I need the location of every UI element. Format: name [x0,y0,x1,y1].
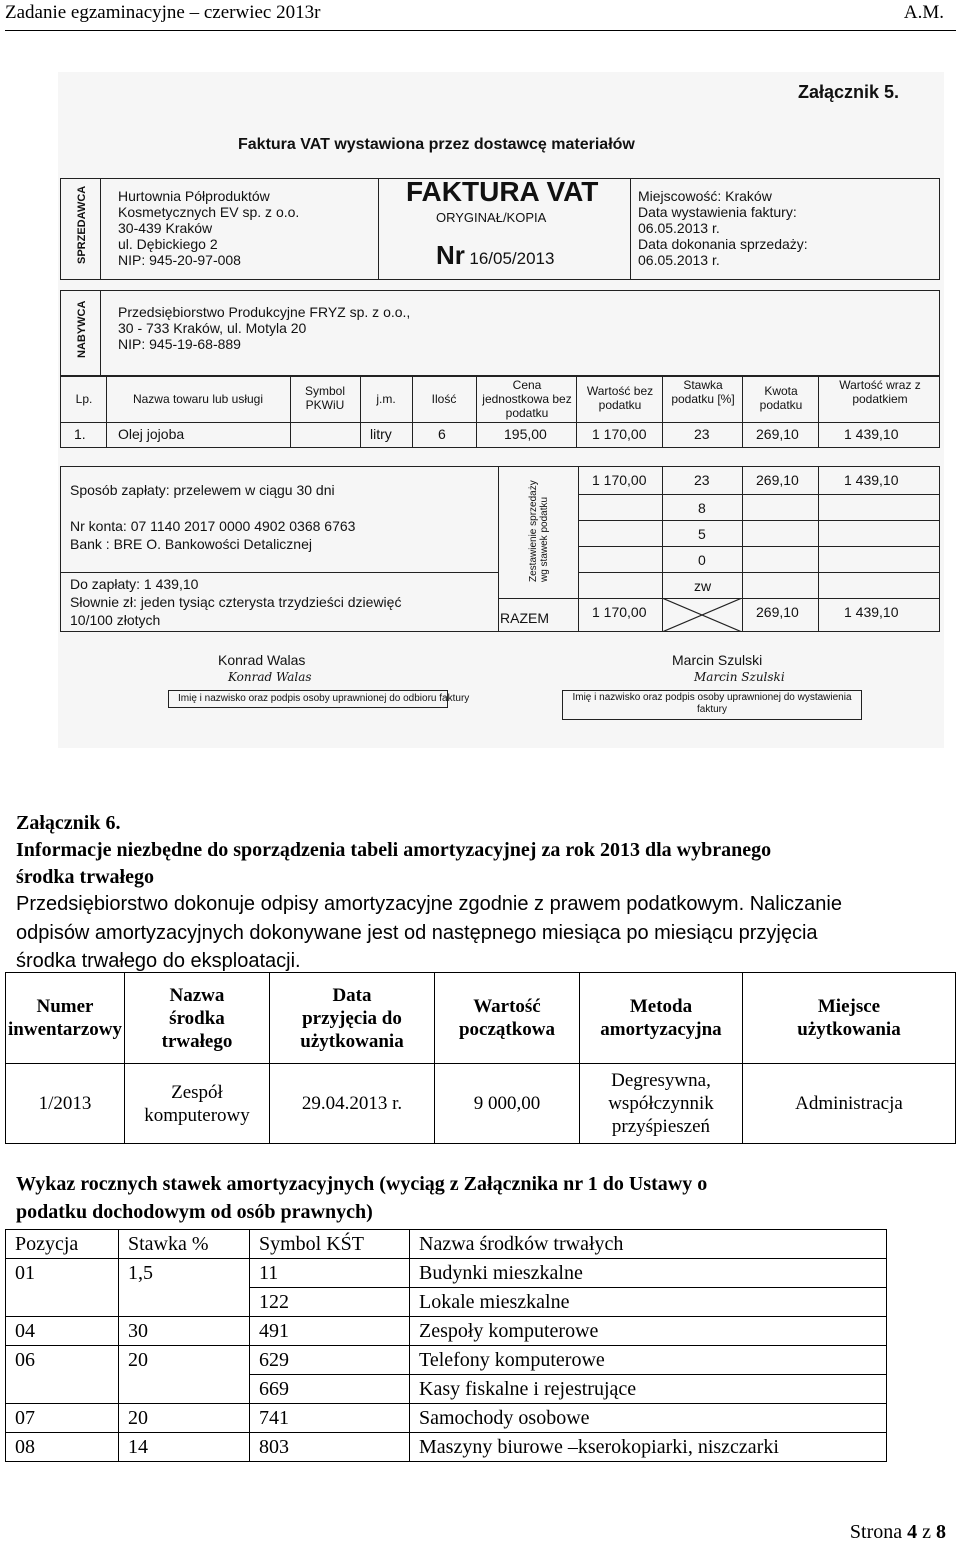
invoice-title: FAKTURA VAT [406,176,599,207]
header-line: użytkowania [797,1019,901,1040]
issuer-signature: Marcin Szulski [694,670,785,684]
receiver-name: Konrad Walas [218,652,306,668]
header-line: Nazwa [169,984,225,1006]
table-row [6,1288,887,1317]
summary-rate: 8 [698,500,706,516]
cell-place: Administracja [742,1064,955,1144]
rates-cell: 04 [6,1317,119,1346]
cell-line: przyśpieszeń [611,1116,711,1137]
rates-cell: Telefony komputerowe [410,1346,887,1375]
table-row [6,1404,887,1433]
rates-cell: Maszyny biurowe –kserokopiarki, niszczarki [410,1433,887,1462]
cell-date: 29.04.2013 r. [269,1064,434,1144]
seller-tag: SPRZEDAWCA [76,185,88,264]
rates-cell: 08 [6,1433,119,1462]
summary-rate: 23 [694,472,710,488]
seller-line: Kosmetycznych EV sp. z o.o. [118,204,300,220]
summary-rate: zw [694,578,712,594]
header-line: Wartość [473,996,541,1017]
rates-cell: Budynki mieszkalne [410,1259,887,1288]
item-tax: 269,10 [756,426,799,442]
invoice-number-label: Nr [436,240,465,270]
item-lp: 1. [74,426,86,442]
attachment-5-label: Załącznik 5. [798,82,900,102]
page-header-right: A.M. [903,2,944,23]
header-line: środka [169,1007,225,1029]
cell-value: 9 000,00 [434,1064,579,1144]
summary-tax-23: 269,10 [756,472,799,488]
summary-gross-23: 1 439,10 [844,472,899,488]
footer-prefix: Strona [849,1521,908,1543]
rates-cell: 122 [250,1288,410,1317]
header-metoda [579,973,742,1064]
item-name: Olej jojoba [118,426,185,442]
rates-cell: 11 [250,1259,410,1288]
razem-label: RAZEM [500,610,549,626]
place-line: Data dokonania sprzedaży: [638,236,808,252]
place-line: 06.05.2013 r. [638,220,720,236]
cell-line: Zespół [171,1081,223,1103]
rates-cell: 06 [6,1346,119,1375]
rates-table [5,1229,887,1462]
rates-cell: 14 [119,1433,250,1462]
rates-title-2: podatku dochodowym od osób prawnych) [16,1201,373,1223]
seller-line: Hurtownia Półproduktów [118,188,270,204]
rates-cell: 01 [6,1259,119,1288]
rates-cell: Zespoły komputerowe [410,1317,887,1346]
buyer-line: 30 - 733 Kraków, ul. Motyla 20 [118,320,307,336]
rates-cell: Kasy fiskalne i rejestrujące [410,1375,887,1404]
asset-info-header [6,973,956,1064]
razem-gross: 1 439,10 [844,604,899,620]
seller-line: NIP: 945-20-97-008 [118,252,241,268]
header-line: trwałego [161,1030,233,1052]
cell-nr: 1/2013 [6,1064,125,1144]
header-rule [5,30,956,31]
razem-cross [662,598,742,632]
col-unit-price: Cena jednostkowa bez podatku [482,378,572,420]
header-miejsce [742,973,955,1064]
buyer-tag: NABYWCA [76,300,88,358]
col-rate: Stawka podatku [%] [671,378,735,406]
col-lp: Lp. [75,392,93,406]
rates-cell: 20 [119,1346,250,1375]
table-row [6,1375,887,1404]
item-unit-price: 195,00 [504,426,547,442]
invoice-number [436,240,554,271]
col-name: Nazwa towaru lub usługi [132,392,264,406]
rates-cell: 30 [119,1317,250,1346]
cell-method [579,1064,742,1144]
invoice-heading: Faktura VAT wystawiona przez dostawcę materiałów [238,136,635,153]
item-qty: 6 [438,426,446,442]
col-pkwiu: Symbol PKWiU [304,384,345,412]
table-row [6,1317,887,1346]
account-number: Nr konta: 07 1140 2017 0000 4902 0368 6763 [70,518,356,534]
header-line: Metoda [629,996,693,1017]
issuer-name: Marcin Szulski [672,652,763,668]
seller-line: ul. Dębickiego 2 [118,236,218,252]
header-line: Numer [36,996,94,1017]
annex6-heading-2: środka trwałego [16,866,154,888]
buyer-line: NIP: 945-19-68-889 [118,336,241,352]
rates-col-name: Nazwa środków trwałych [410,1230,887,1259]
header-line: początkowa [458,1019,556,1040]
rates-cell: Samochody osobowe [410,1404,887,1433]
item-gross: 1 439,10 [844,426,899,442]
table-row [6,1433,887,1462]
razem-net: 1 170,00 [592,604,647,620]
rates-cell [6,1288,119,1317]
summary-label: Zestawienie sprzedaży wg stawek podatku [528,480,550,582]
invoice-subtitle: ORYGINAŁ/KOPIA [436,210,547,225]
page-header-left: Zadanie egzaminacyjne – czerwiec 2013r [5,2,321,23]
header-line: amortyzacyjna [600,1019,722,1040]
buyer-line: Przedsiębiorstwo Produkcyjne FRYZ sp. z o.o., [118,304,411,320]
rates-cell: 803 [250,1433,410,1462]
seller-line: 30-439 Kraków [118,220,213,236]
header-nazwa [124,973,269,1064]
header-line: użytkowania [300,1030,404,1052]
cell-line: Degresywna, [611,1070,711,1091]
item-net: 1 170,00 [592,426,647,442]
payment-method: Sposób zapłaty: przelewem w ciągu 30 dni [70,482,335,498]
place-line: Miejscowość: Kraków [638,188,772,204]
rates-title: Wykaz rocznych stawek amortyzacyjnych (wyciąg z Załącznika nr 1 do Ustawy o [16,1173,708,1195]
seller-address [118,188,299,268]
rates-cell: 07 [6,1404,119,1433]
rates-cell: 491 [250,1317,410,1346]
cell-line: współczynnik [608,1093,714,1114]
rates-cell: 741 [250,1404,410,1433]
header-numer [6,973,125,1064]
invoice-place-date [638,188,808,268]
place-line: Data wystawienia faktury: [638,204,797,220]
bank-name: Bank : BRE O. Bankowości Detalicznej [70,536,312,552]
header-line: Miejsce [817,996,881,1017]
rates-cell: 1,5 [119,1259,250,1288]
amount-due: Do zapłaty: 1 439,10 [70,576,199,592]
cell-name [124,1064,269,1144]
invoice-scan [58,72,944,748]
table-row [6,1259,887,1288]
rates-cell [6,1375,119,1404]
asset-info-table [5,972,956,1144]
rates-col-position: Pozycja [6,1230,119,1259]
footer-page-total: 8 [936,1521,946,1543]
footer-separator: z [917,1521,936,1543]
annex6-para-1: Przedsiębiorstwo dokonuje odpisy amortyzacyjne zgodnie z prawem podatkowym. Naliczanie [16,893,842,915]
page-footer [850,1521,946,1544]
annex6-para-2: odpisów amortyzacyjnych dokonywane jest od następnego miesiąca po miesiącu przyjęcia [16,922,818,944]
rates-cell [119,1375,250,1404]
header-data [269,973,434,1064]
col-qty: Ilość [431,392,457,406]
razem-tax: 269,10 [756,604,799,620]
rates-col-rate: Stawka % [119,1230,250,1259]
summary-rate: 0 [698,552,706,568]
annex6-heading: Informacje niezbędne do sporządzenia tabeli amortyzacyjnej za rok 2013 dla wybranego [16,839,772,861]
col-gross: Wartość wraz z podatkiem [839,378,921,406]
rates-cell: 669 [250,1375,410,1404]
rates-header [6,1230,887,1259]
footer-page-number: 4 [907,1521,918,1543]
header-line: inwentarzowy [8,1019,122,1040]
amount-words: Słownie zł: jeden tysiąc czterysta trzydzieści dziewięć [70,594,402,610]
issuer-caption: Imię i nazwisko oraz podpis osoby uprawnionej do wystawienia faktury [572,692,852,715]
place-line: 06.05.2013 r. [638,252,720,268]
col-jm: j.m. [376,392,396,406]
item-rate: 23 [694,426,710,442]
receiver-signature: Konrad Walas [228,670,312,684]
col-tax: Kwota podatku [759,384,803,412]
summary-net-23: 1 170,00 [592,472,647,488]
rates-cell: 20 [119,1404,250,1433]
col-net: Wartość bez podatku [586,384,654,412]
rates-col-kst: Symbol KŚT [250,1230,410,1259]
item-unit: litry [370,426,392,442]
rates-cell [119,1288,250,1317]
buyer-address [118,304,410,352]
header-wartosc [434,973,579,1064]
asset-info-row [6,1064,956,1144]
header-line: Data [332,984,372,1006]
invoice-number-value: 16/05/2013 [469,249,555,268]
receiver-caption: Imię i nazwisko oraz podpis osoby uprawnionej do odbioru faktury [178,693,470,704]
cell-line: komputerowy [144,1104,250,1126]
header-line: przyjęcia do [302,1007,402,1029]
rates-cell: Lokale mieszkalne [410,1288,887,1317]
annex6-title: Załącznik 6. [16,812,121,834]
amount-words-2: 10/100 złotych [70,612,161,628]
rates-cell: 629 [250,1346,410,1375]
table-row [6,1346,887,1375]
summary-rate: 5 [698,526,706,542]
annex6-para-3: środka trwałego do eksploatacji. [16,950,301,972]
